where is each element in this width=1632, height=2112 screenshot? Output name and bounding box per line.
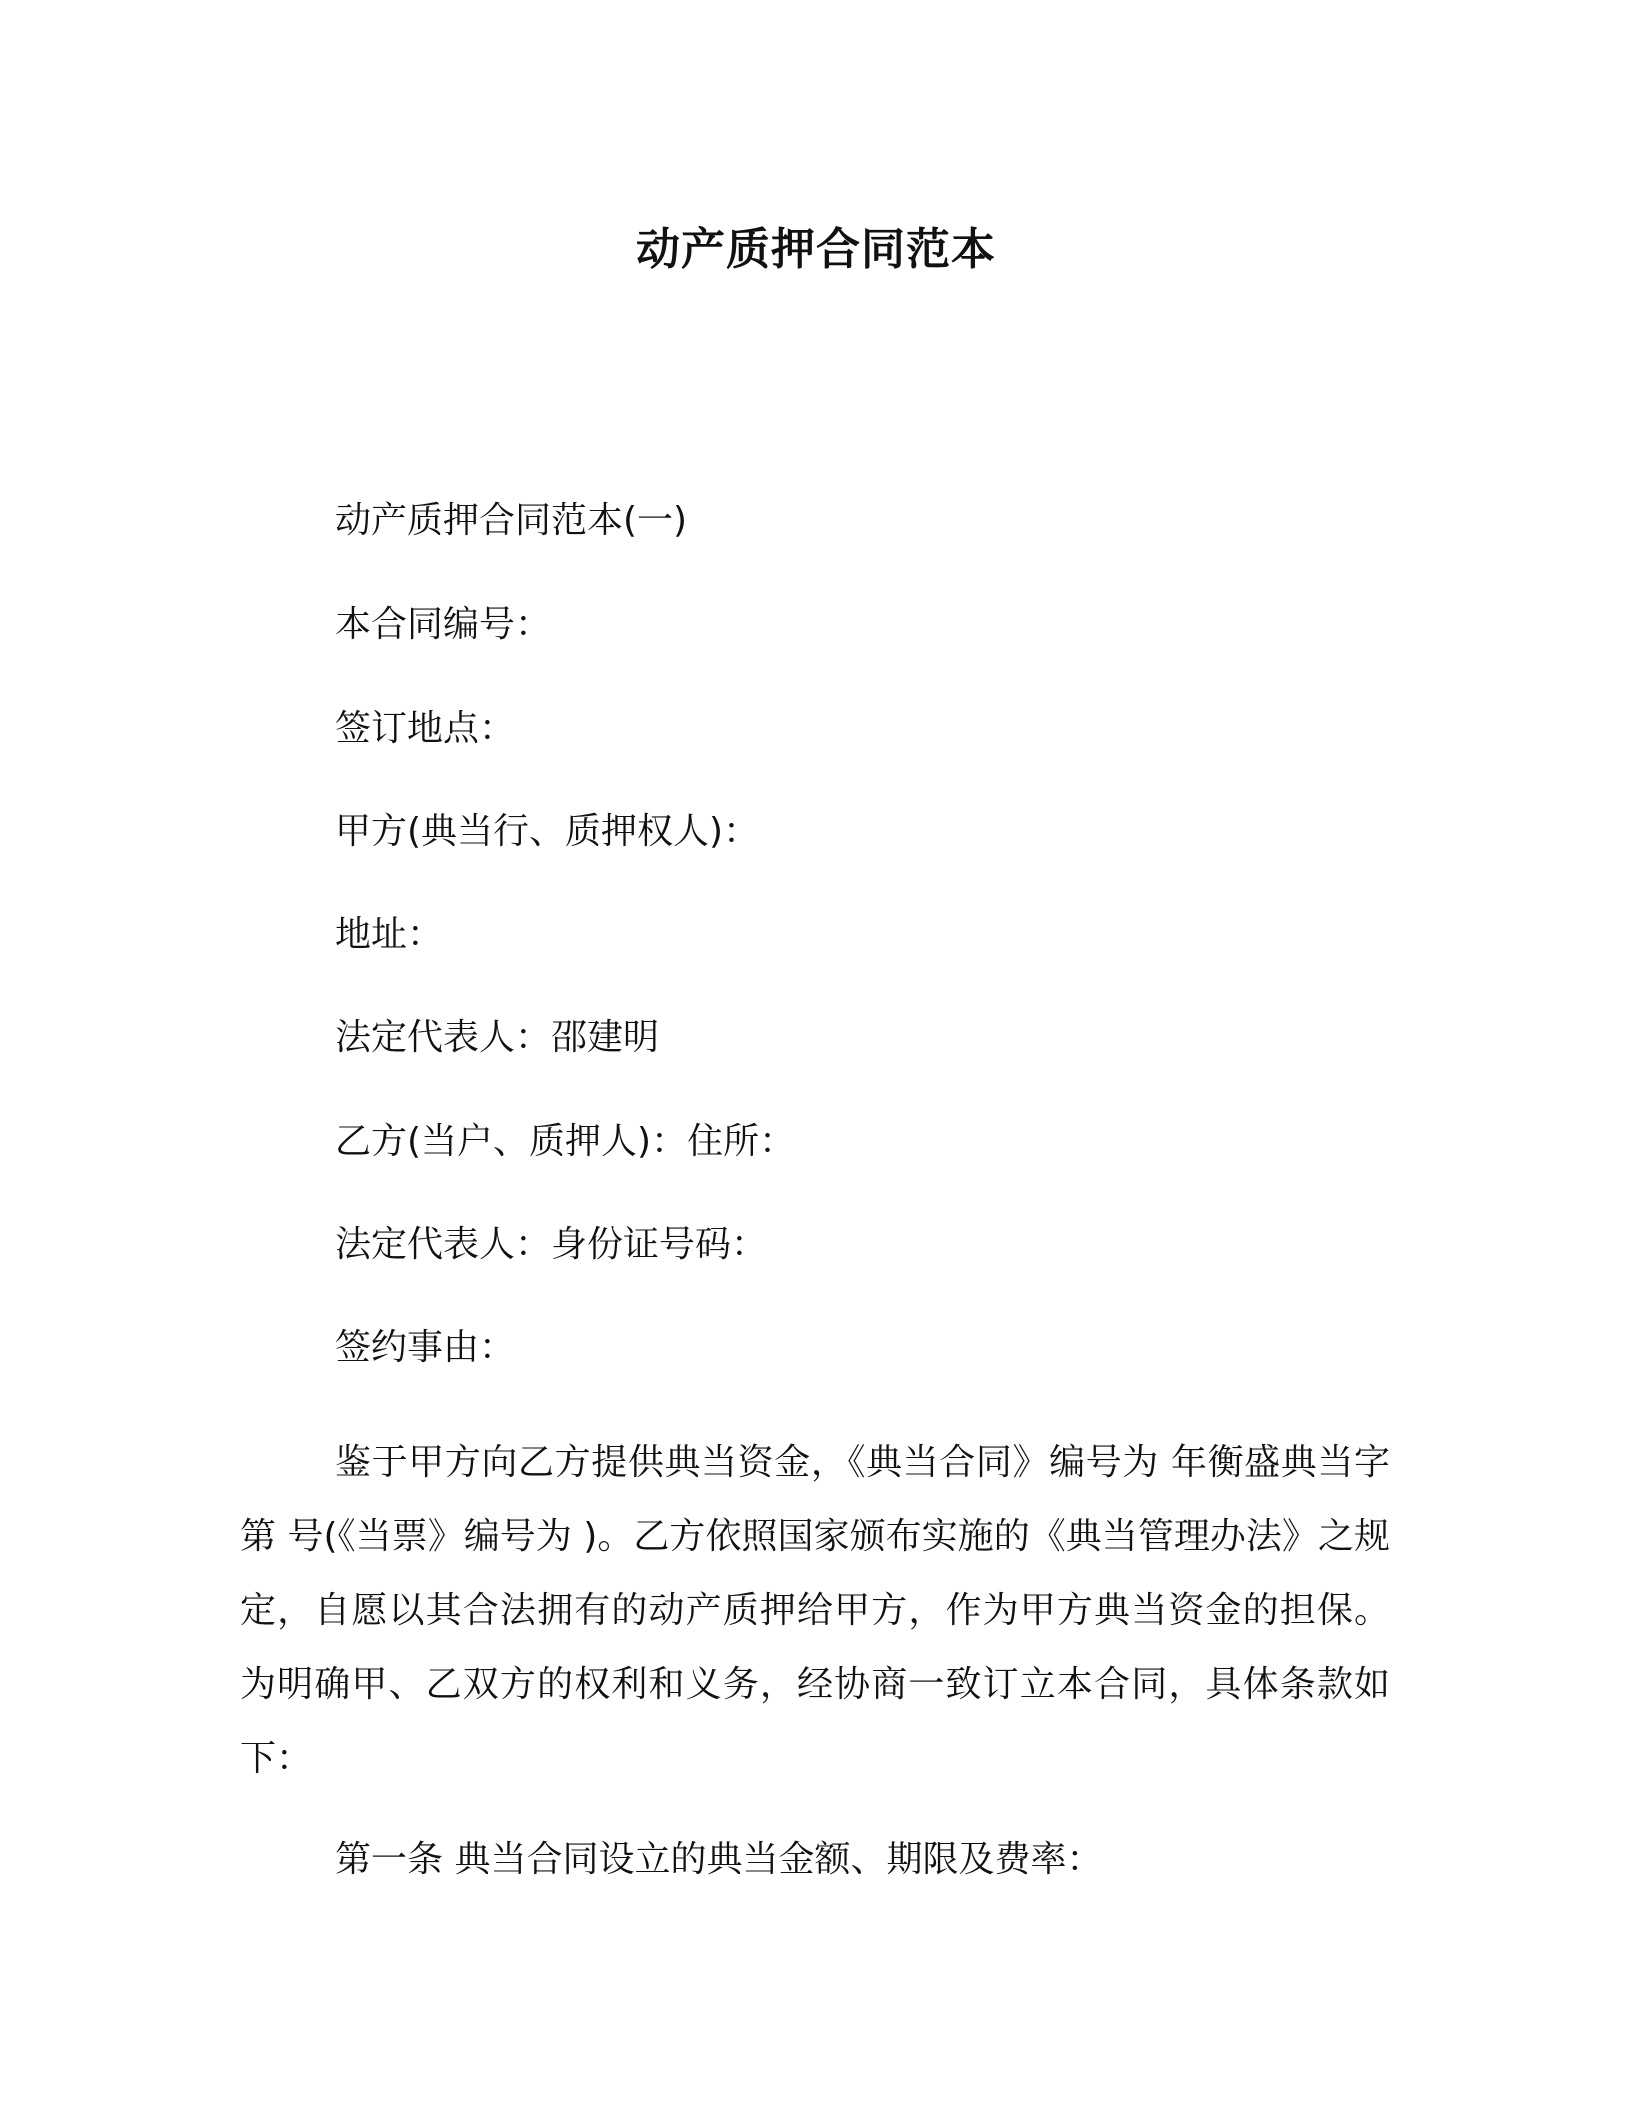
contract-subtitle: 动产质押合同范本(一) <box>335 500 688 541</box>
legal-representative-a-field: 法定代表人：邵建明 <box>335 1017 660 1058</box>
address-field: 地址： <box>335 914 444 955</box>
legal-representative-b-field: 法定代表人：身份证号码： <box>335 1224 768 1265</box>
contract-number-field: 本合同编号： <box>335 604 552 645</box>
party-a-field: 甲方(典当行、质押权人)： <box>335 811 760 852</box>
party-b-field: 乙方(当户、质押人)：住所： <box>335 1121 796 1162</box>
signing-location-field: 签订地点： <box>335 708 516 749</box>
signing-reason-field: 签约事由： <box>335 1327 516 1368</box>
preamble-paragraph: 鉴于甲方向乙方提供典当资金，《典当合同》编号为 年衡盛典当字第 号(《当票》编号为 )。乙方依照国家颁布实施的《典当管理办法》之规定，自愿以其合法拥有的动产质押给甲方，作为甲方典当资金的担保。为明确甲、乙双方的权利和义务，经协商一致订立本合同，具体条款如下： <box>240 1442 1390 1779</box>
article-1-heading: 第一条 典当合同设立的典当金额、期限及费率： <box>335 1839 1103 1880</box>
document-title: 动产质押合同范本 <box>636 224 996 275</box>
